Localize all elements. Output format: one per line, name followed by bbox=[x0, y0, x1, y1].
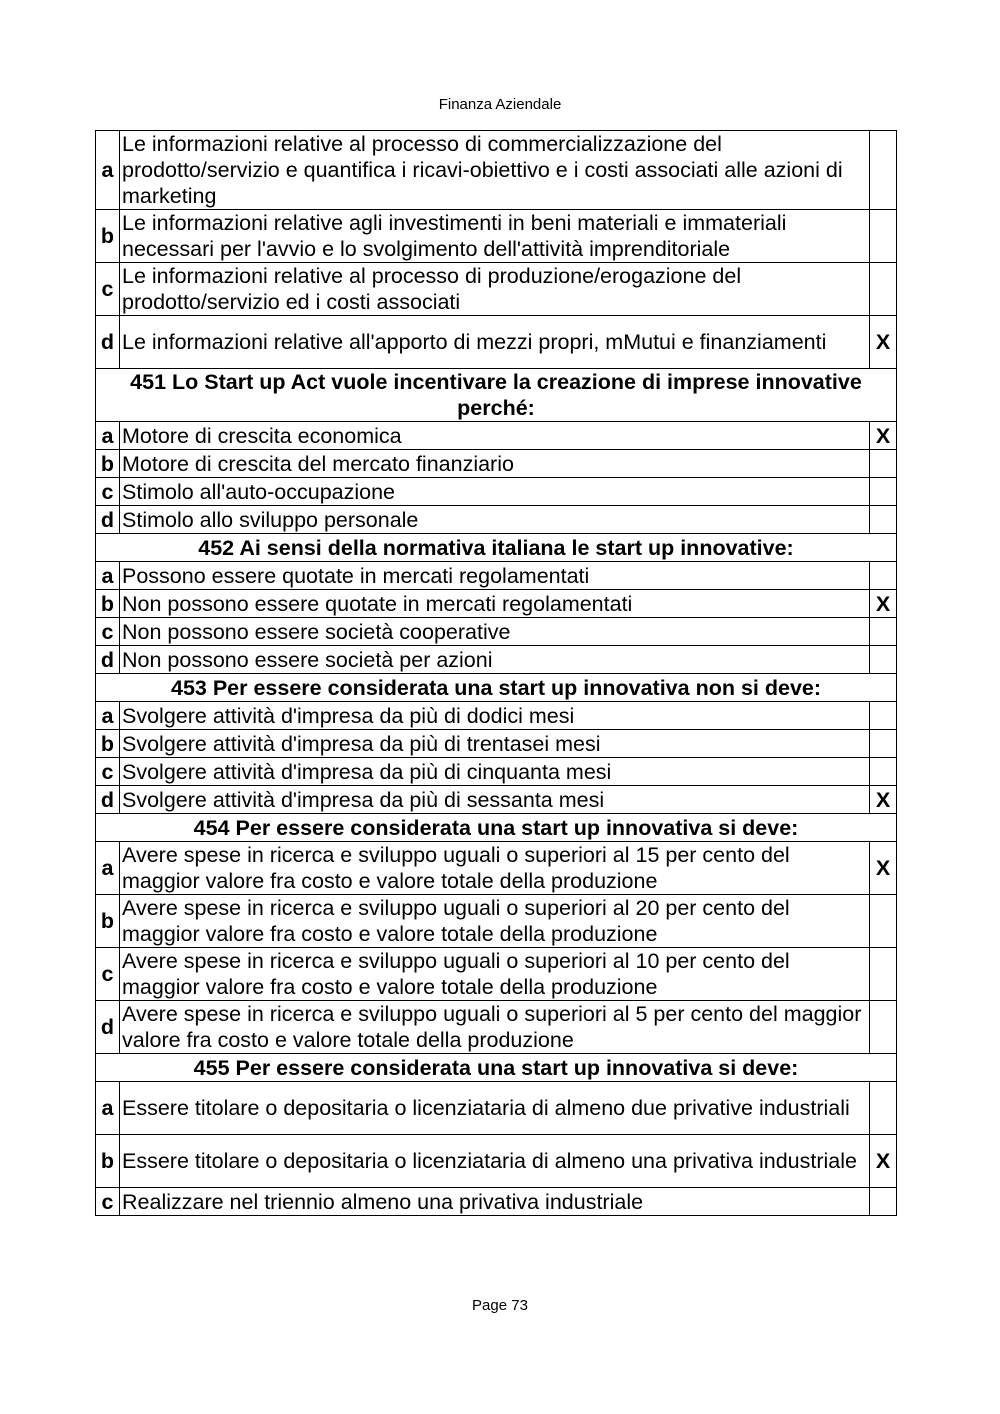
answer-letter: a bbox=[96, 131, 120, 210]
question-text: 455 Per essere considerata una start up innovativa si deve: bbox=[96, 1054, 897, 1082]
answer-row bbox=[96, 131, 897, 210]
answer-text: Non possono essere quotate in mercati regolamentati bbox=[120, 590, 870, 618]
correct-answer-mark: X bbox=[870, 1135, 897, 1188]
question-row bbox=[96, 369, 897, 422]
answer-letter: a bbox=[96, 562, 120, 590]
answer-row bbox=[96, 1082, 897, 1135]
question-row bbox=[96, 1054, 897, 1082]
answer-text: Motore di crescita economica bbox=[120, 422, 870, 450]
correct-answer-mark bbox=[870, 895, 897, 948]
question-text: 451 Lo Start up Act vuole incentivare la creazione di imprese innovative perché: bbox=[96, 369, 897, 422]
answer-text: Motore di crescita del mercato finanziario bbox=[120, 450, 870, 478]
question-row bbox=[96, 674, 897, 702]
answer-letter: c bbox=[96, 618, 120, 646]
answer-letter: b bbox=[96, 730, 120, 758]
answer-letter: d bbox=[96, 786, 120, 814]
answer-letter: c bbox=[96, 263, 120, 316]
answer-row bbox=[96, 730, 897, 758]
correct-answer-mark bbox=[870, 562, 897, 590]
answer-text: Avere spese in ricerca e sviluppo uguali o superiori al 5 per cento del maggior valore fra costo e valore totale della produzione bbox=[120, 1001, 870, 1054]
page-header: Finanza Aziendale bbox=[438, 96, 562, 113]
answer-text: Svolgere attività d'impresa da più di trentasei mesi bbox=[120, 730, 870, 758]
correct-answer-mark bbox=[870, 263, 897, 316]
answer-text: Le informazioni relative all'apporto di mezzi propri, mMutui e finanziamenti bbox=[120, 316, 870, 369]
answer-text: Non possono essere società cooperative bbox=[120, 618, 870, 646]
answer-text: Svolgere attività d'impresa da più di dodici mesi bbox=[120, 702, 870, 730]
answer-letter: b bbox=[96, 1135, 120, 1188]
answer-row bbox=[96, 895, 897, 948]
correct-answer-mark bbox=[870, 730, 897, 758]
correct-answer-mark bbox=[870, 758, 897, 786]
answer-letter: d bbox=[96, 506, 120, 534]
answer-row bbox=[96, 1135, 897, 1188]
correct-answer-mark: X bbox=[870, 422, 897, 450]
answer-letter: c bbox=[96, 758, 120, 786]
correct-answer-mark bbox=[870, 478, 897, 506]
answer-text: Non possono essere società per azioni bbox=[120, 646, 870, 674]
answer-text: Possono essere quotate in mercati regolamentati bbox=[120, 562, 870, 590]
answer-letter: c bbox=[96, 948, 120, 1001]
answer-row bbox=[96, 646, 897, 674]
answer-text: Avere spese in ricerca e sviluppo uguali o superiori al 20 per cento del maggior valore fra costo e valore totale della produzione bbox=[120, 895, 870, 948]
answer-text: Avere spese in ricerca e sviluppo uguali o superiori al 15 per cento del maggior valore fra costo e valore totale della produzione bbox=[120, 842, 870, 895]
answer-row bbox=[96, 263, 897, 316]
answer-row bbox=[96, 702, 897, 730]
question-row bbox=[96, 534, 897, 562]
correct-answer-mark: X bbox=[870, 786, 897, 814]
answer-letter: b bbox=[96, 895, 120, 948]
answer-letter: a bbox=[96, 1082, 120, 1135]
answer-text: Avere spese in ricerca e sviluppo uguali o superiori al 10 per cento del maggior valore fra costo e valore totale della produzione bbox=[120, 948, 870, 1001]
answer-row bbox=[96, 562, 897, 590]
answer-letter: b bbox=[96, 210, 120, 263]
answer-letter: c bbox=[96, 1188, 120, 1216]
correct-answer-mark: X bbox=[870, 316, 897, 369]
answer-text: Svolgere attività d'impresa da più di cinquanta mesi bbox=[120, 758, 870, 786]
answer-text: Le informazioni relative al processo di produzione/erogazione del prodotto/servizio ed i costi associati bbox=[120, 263, 870, 316]
answer-row bbox=[96, 618, 897, 646]
answer-text: Le informazioni relative al processo di commercializzazione del prodotto/servizio e quantifica i ricavi-obiettivo e i costi associati alle azioni di marketing bbox=[120, 131, 870, 210]
answer-row bbox=[96, 422, 897, 450]
answer-letter: c bbox=[96, 478, 120, 506]
question-row bbox=[96, 814, 897, 842]
answer-text: Le informazioni relative agli investimenti in beni materiali e immateriali necessari per l'avvio e lo svolgimento dell'attività imprenditoriale bbox=[120, 210, 870, 263]
correct-answer-mark bbox=[870, 506, 897, 534]
answer-letter: b bbox=[96, 450, 120, 478]
answer-row bbox=[96, 758, 897, 786]
answer-row bbox=[96, 210, 897, 263]
question-text: 452 Ai sensi della normativa italiana le start up innovative: bbox=[96, 534, 897, 562]
question-text: 454 Per essere considerata una start up innovativa si deve: bbox=[96, 814, 897, 842]
correct-answer-mark: X bbox=[870, 590, 897, 618]
answer-letter: b bbox=[96, 590, 120, 618]
quiz-table bbox=[95, 130, 897, 1216]
answer-text: Essere titolare o depositaria o licenziataria di almeno una privativa industriale bbox=[120, 1135, 870, 1188]
answer-row bbox=[96, 948, 897, 1001]
question-text: 453 Per essere considerata una start up innovativa non si deve: bbox=[96, 674, 897, 702]
answer-row bbox=[96, 590, 897, 618]
answer-letter: d bbox=[96, 1001, 120, 1054]
correct-answer-mark bbox=[870, 1001, 897, 1054]
correct-answer-mark bbox=[870, 646, 897, 674]
answer-text: Svolgere attività d'impresa da più di sessanta mesi bbox=[120, 786, 870, 814]
page-number: Page 73 bbox=[472, 1297, 528, 1314]
correct-answer-mark bbox=[870, 131, 897, 210]
correct-answer-mark bbox=[870, 948, 897, 1001]
correct-answer-mark bbox=[870, 618, 897, 646]
answer-row bbox=[96, 316, 897, 369]
answer-text: Stimolo all'auto-occupazione bbox=[120, 478, 870, 506]
answer-text: Essere titolare o depositaria o licenziataria di almeno due privative industriali bbox=[120, 1082, 870, 1135]
answer-row bbox=[96, 1001, 897, 1054]
correct-answer-mark bbox=[870, 1082, 897, 1135]
answer-letter: a bbox=[96, 702, 120, 730]
answer-row bbox=[96, 786, 897, 814]
answer-text: Realizzare nel triennio almeno una privativa industriale bbox=[120, 1188, 870, 1216]
answer-row bbox=[96, 478, 897, 506]
answer-letter: d bbox=[96, 316, 120, 369]
correct-answer-mark bbox=[870, 210, 897, 263]
answer-row bbox=[96, 1188, 897, 1216]
correct-answer-mark bbox=[870, 1188, 897, 1216]
answer-row bbox=[96, 842, 897, 895]
answer-letter: a bbox=[96, 842, 120, 895]
answer-letter: a bbox=[96, 422, 120, 450]
answer-letter: d bbox=[96, 646, 120, 674]
answer-text: Stimolo allo sviluppo personale bbox=[120, 506, 870, 534]
correct-answer-mark bbox=[870, 450, 897, 478]
correct-answer-mark: X bbox=[870, 842, 897, 895]
answer-row bbox=[96, 450, 897, 478]
answer-row bbox=[96, 506, 897, 534]
correct-answer-mark bbox=[870, 702, 897, 730]
